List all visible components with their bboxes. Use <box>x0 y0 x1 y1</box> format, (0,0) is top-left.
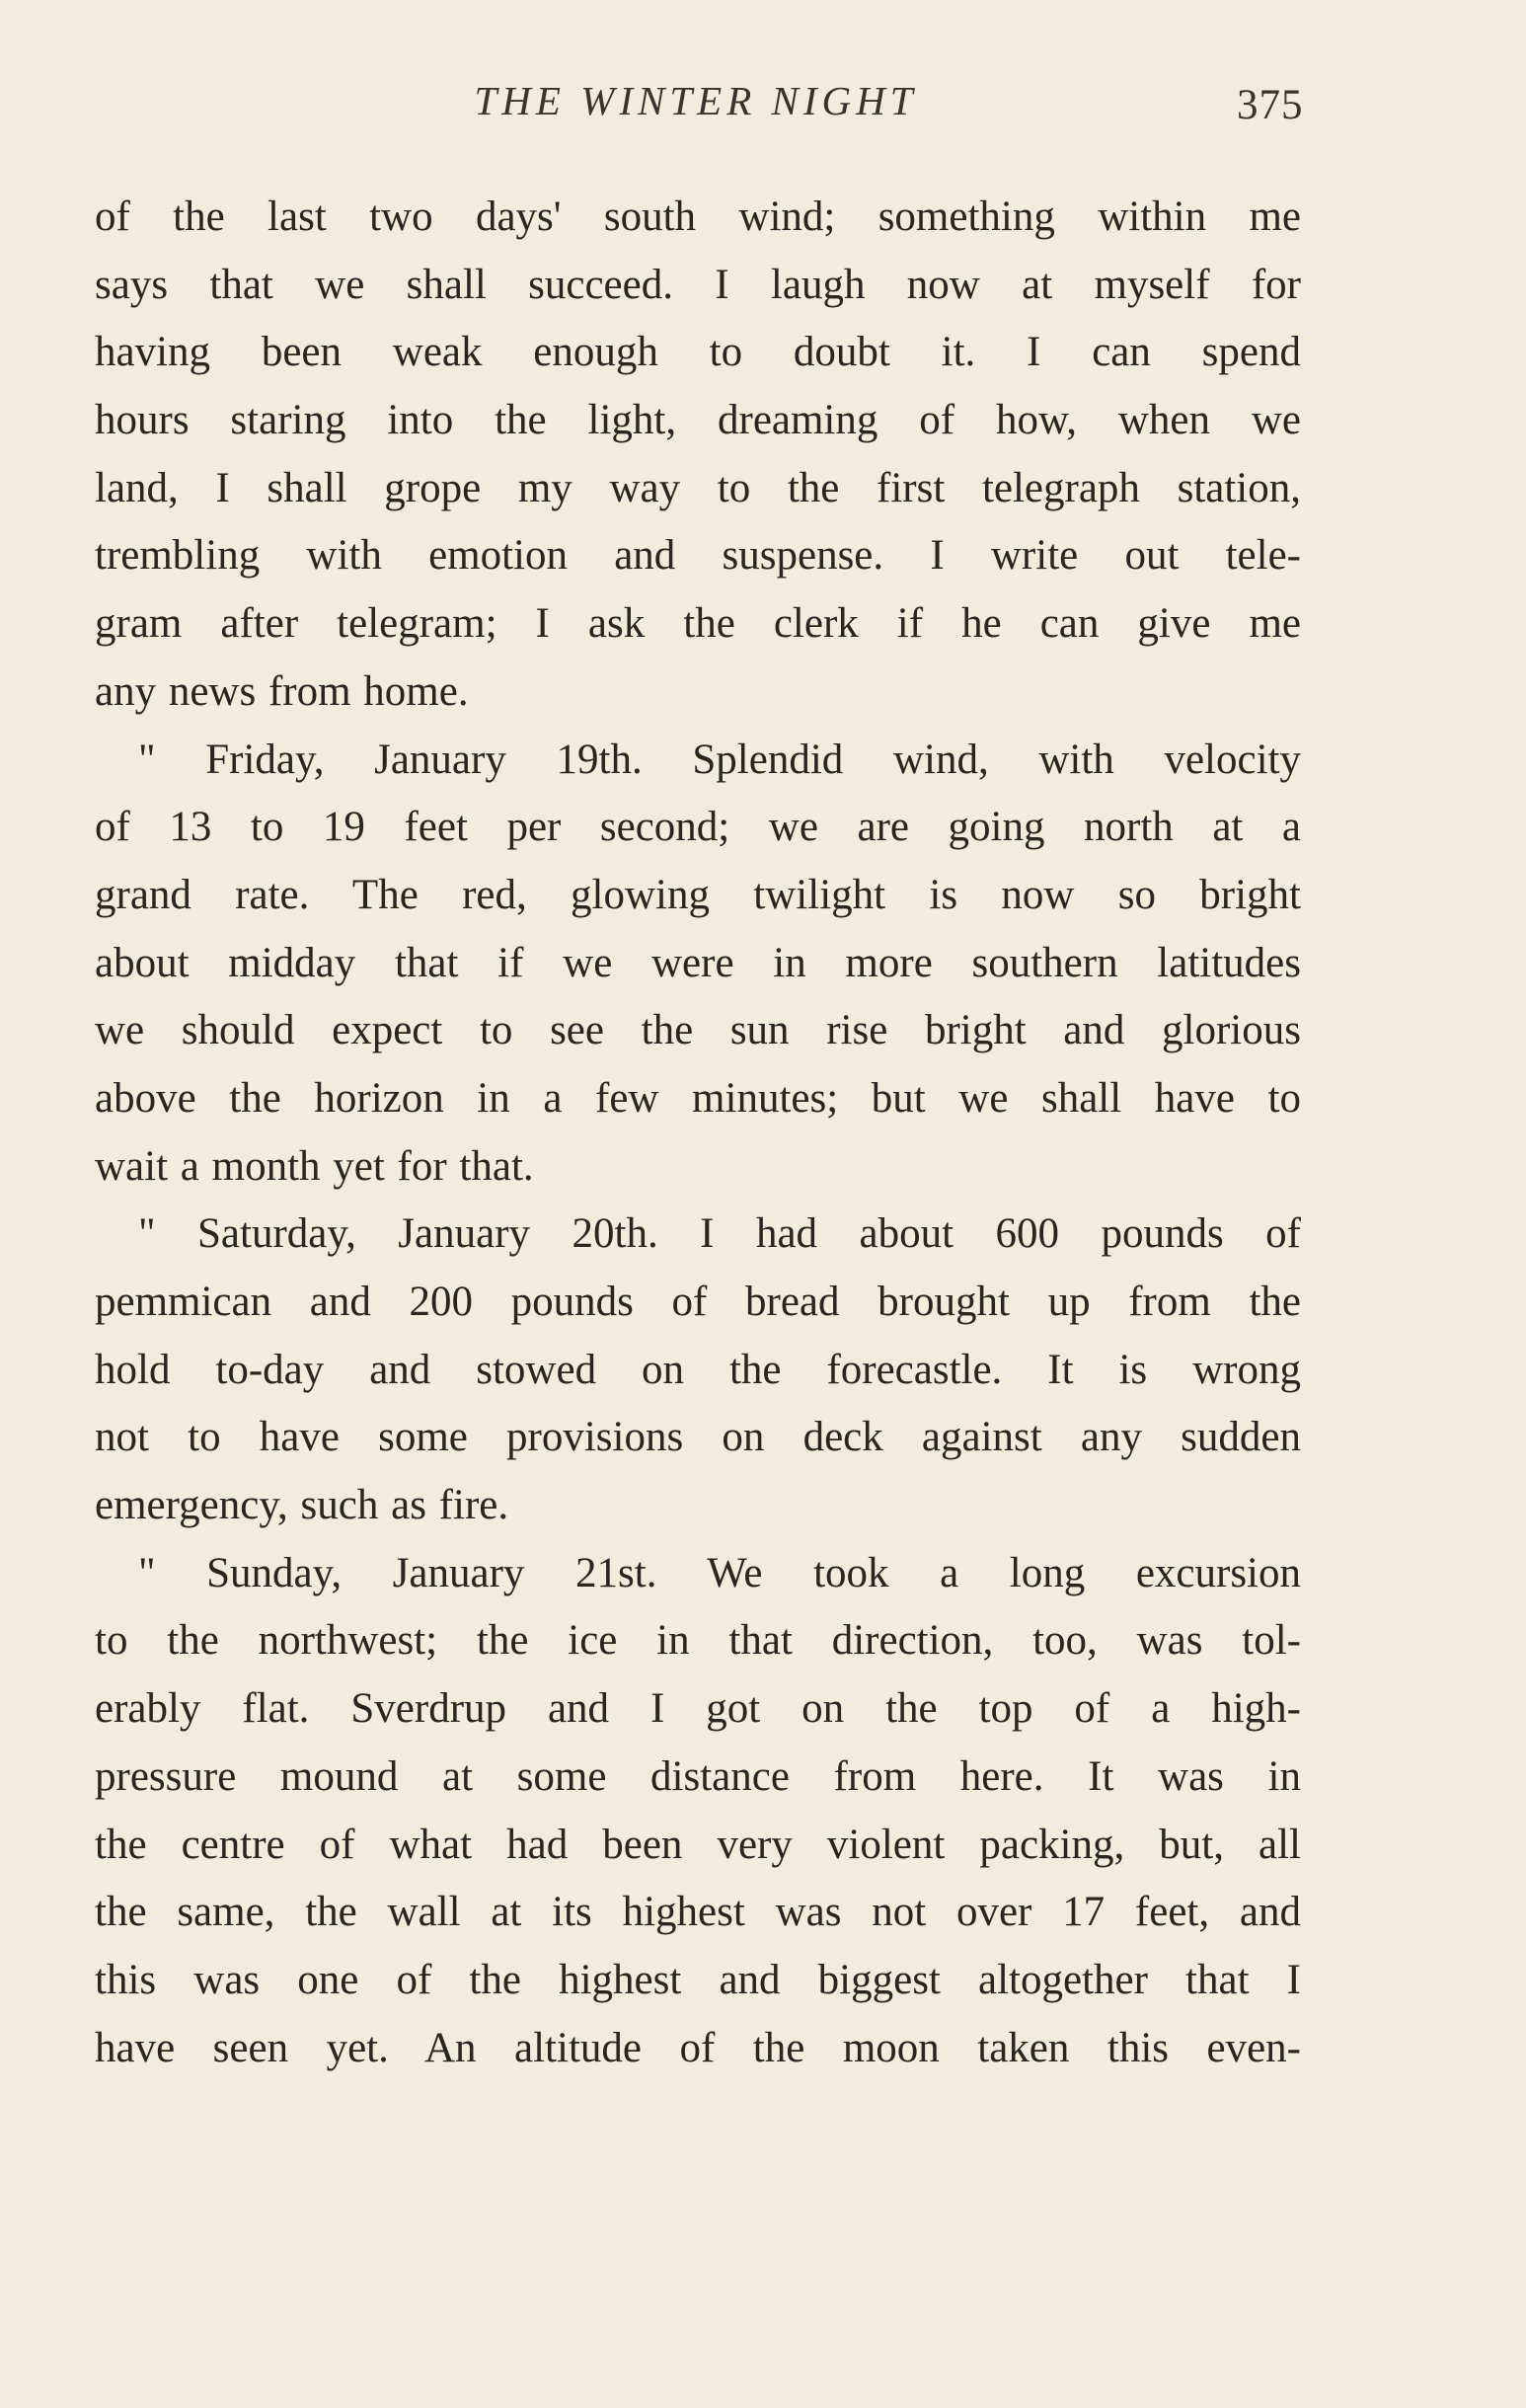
text-line: " Saturday, January 20th. I had about 600 pounds of <box>138 1210 1301 1258</box>
running-head <box>0 77 1526 136</box>
text-line: about midday that if we were in more southern latitudes <box>95 939 1301 986</box>
text-line: have seen yet. An altitude of the moon taken this even- <box>95 2024 1301 2071</box>
text-line: " Friday, January 19th. Splendid wind, with velocity <box>138 736 1301 783</box>
text-line: says that we shall succeed. I laugh now at myself for <box>95 261 1301 308</box>
text-line: " Sunday, January 21st. We took a long excursion <box>138 1549 1301 1596</box>
text-line: pressure mound at some distance from here. It was in <box>95 1752 1301 1800</box>
text-line: this was one of the highest and biggest altogether that I <box>95 1956 1301 2003</box>
text-line: any news from home. <box>95 667 469 715</box>
text-line: to the northwest; the ice in that direction, too, was tol- <box>95 1617 1301 1665</box>
text-line: not to have some provisions on deck against any sudden <box>95 1414 1301 1461</box>
running-title: THE WINTER NIGHT <box>474 78 918 123</box>
text-line: erably flat. Sverdrup and I got on the top of a high- <box>95 1685 1301 1733</box>
text-line: hold to-day and stowed on the forecastle. It is wrong <box>95 1346 1301 1393</box>
text-line: hours staring into the light, dreaming of how, when we <box>95 397 1301 444</box>
page-number: 375 <box>1237 82 1304 128</box>
text-line: above the horizon in a few minutes; but we shall have to <box>95 1074 1301 1122</box>
text-line: the centre of what had been very violent packing, but, all <box>95 1821 1301 1868</box>
body-text <box>95 184 1301 2082</box>
text-line: having been weak enough to doubt it. I can spend <box>95 329 1301 376</box>
text-line: wait a month yet for that. <box>95 1142 534 1190</box>
text-line: pemmican and 200 pounds of bread brought up from the <box>95 1279 1301 1325</box>
text-line: the same, the wall at its highest was not over 17 feet, and <box>95 1889 1301 1936</box>
text-line: emergency, such as fire. <box>95 1482 509 1529</box>
text-line: land, I shall grope my way to the first telegraph station, <box>95 464 1301 511</box>
text-line: gram after telegram; I ask the clerk if he can give me <box>95 600 1301 648</box>
text-line: grand rate. The red, glowing twilight is now so bright <box>95 871 1301 918</box>
text-line: we should expect to see the sun rise bright and glorious <box>95 1007 1301 1054</box>
text-line: trembling with emotion and suspense. I write out tele- <box>95 532 1301 580</box>
text-line: of the last two days' south wind; something within me <box>95 194 1301 240</box>
text-line: of 13 to 19 feet per second; we are going north at a <box>95 804 1301 851</box>
